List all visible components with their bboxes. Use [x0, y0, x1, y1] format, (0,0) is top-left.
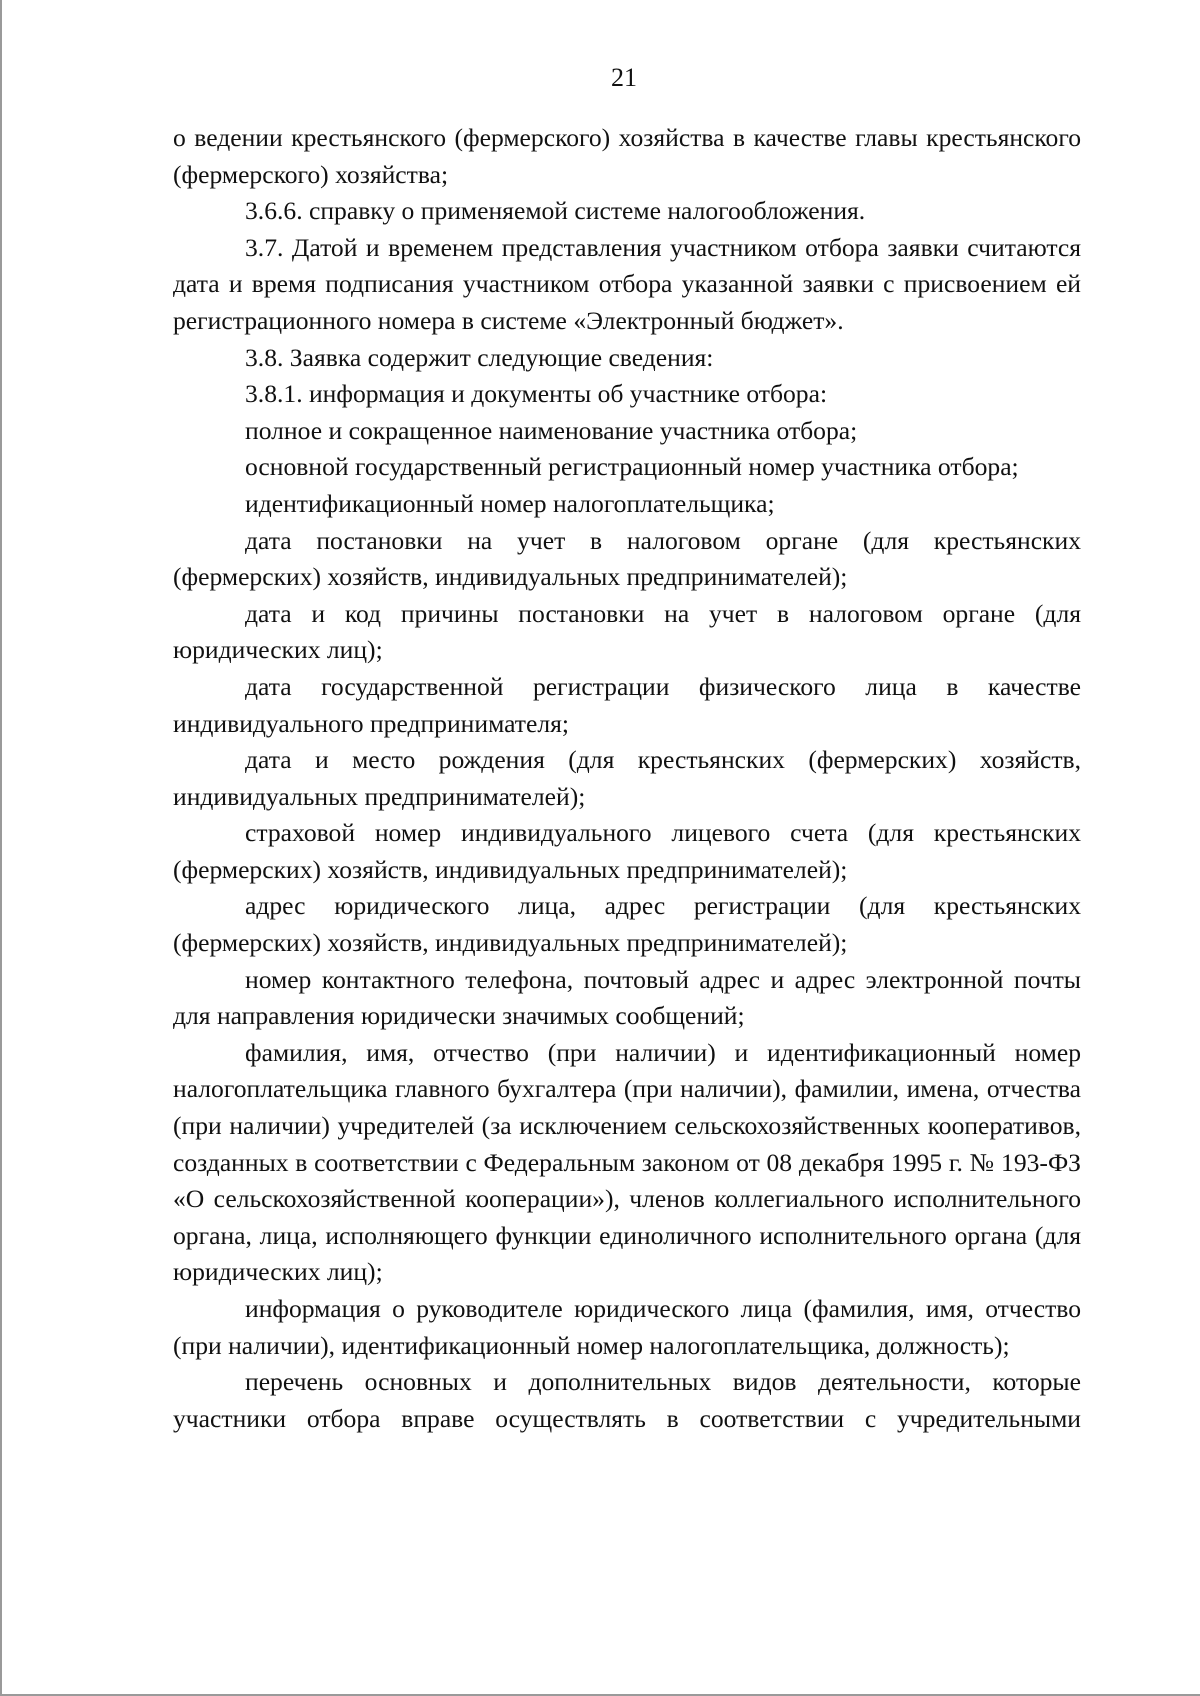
paragraph: дата постановки на учет в налоговом органе (для крестьянских (фермерских) хозяйств, индивидуальных предпринимателей); [173, 525, 1081, 592]
paragraph: 3.6.6. справку о применяемой системе налогообложения. [245, 196, 866, 226]
paragraph: дата и код причины постановки на учет в налоговом органе (для юридических лиц); [173, 598, 1081, 665]
paragraph: страховой номер индивидуального лицевого счета (для крестьянских (фермерских) хозяйств, индивидуальных предпринимателей); [173, 818, 1081, 884]
paragraph: адрес юридического лица, адрес регистрации (для крестьянских (фермерских) хозяйств, индивидуальных предпринимателей); [173, 891, 1081, 958]
paragraph: о ведении крестьянского (фермерского) хозяйства в качестве главы крестьянского (фермерского) хозяйства; [173, 123, 1081, 189]
paragraph: дата и место рождения (для крестьянских (фермерских) хозяйств, индивидуальных предпринимателей); [173, 745, 1081, 811]
paragraph: полное и сокращенное наименование участника отбора; [245, 415, 858, 445]
document-body [173, 120, 1081, 1437]
paragraph: 3.8.1. информация и документы об участнике отбора: [245, 379, 828, 409]
paragraph: фамилия, имя, отчество (при наличии) и идентификационный номер налогоплательщика главного бухгалтера (при наличии), фамилии, имена, отчества (при наличии) учредителей (за исключением сельскохозяйственных кооперативов, созданных в соответствии с Федеральным законом от 08 декабря 1995 г. № 193-ФЗ «О сельскохозяйственной кооперации»), членов коллегиального исполнительного органа, лица, исполняющего функции единоличного исполнительного органа (для юридических лиц); [173, 1037, 1081, 1287]
page-number: 21 [611, 63, 637, 92]
paragraph: дата государственной регистрации физического лица в качестве индивидуального предпринимателя; [173, 671, 1081, 738]
paragraph: основной государственный регистрационный номер участника отбора; [245, 452, 1019, 482]
paragraph: информация о руководителе юридического лица (фамилия, имя, отчество (при наличии), идентификационный номер налогоплательщика, должность); [173, 1294, 1081, 1360]
paragraph: 3.7. Датой и временем представления участником отбора заявки считаются дата и время подписания участником отбора указанной заявки с присвоением ей регистрационного номера в системе «Электронный бюджет». [173, 232, 1081, 335]
paragraph: номер контактного телефона, почтовый адрес и адрес электронной почты для направления юридически значимых сообщений; [173, 964, 1081, 1031]
paragraph: идентификационный номер налогоплательщика; [245, 488, 775, 518]
paragraph: перечень основных и дополнительных видов деятельности, которые участники отбора вправе осуществлять в соответствии с учредительными [173, 1367, 1081, 1433]
paragraph: 3.8. Заявка содержит следующие сведения: [245, 342, 714, 372]
